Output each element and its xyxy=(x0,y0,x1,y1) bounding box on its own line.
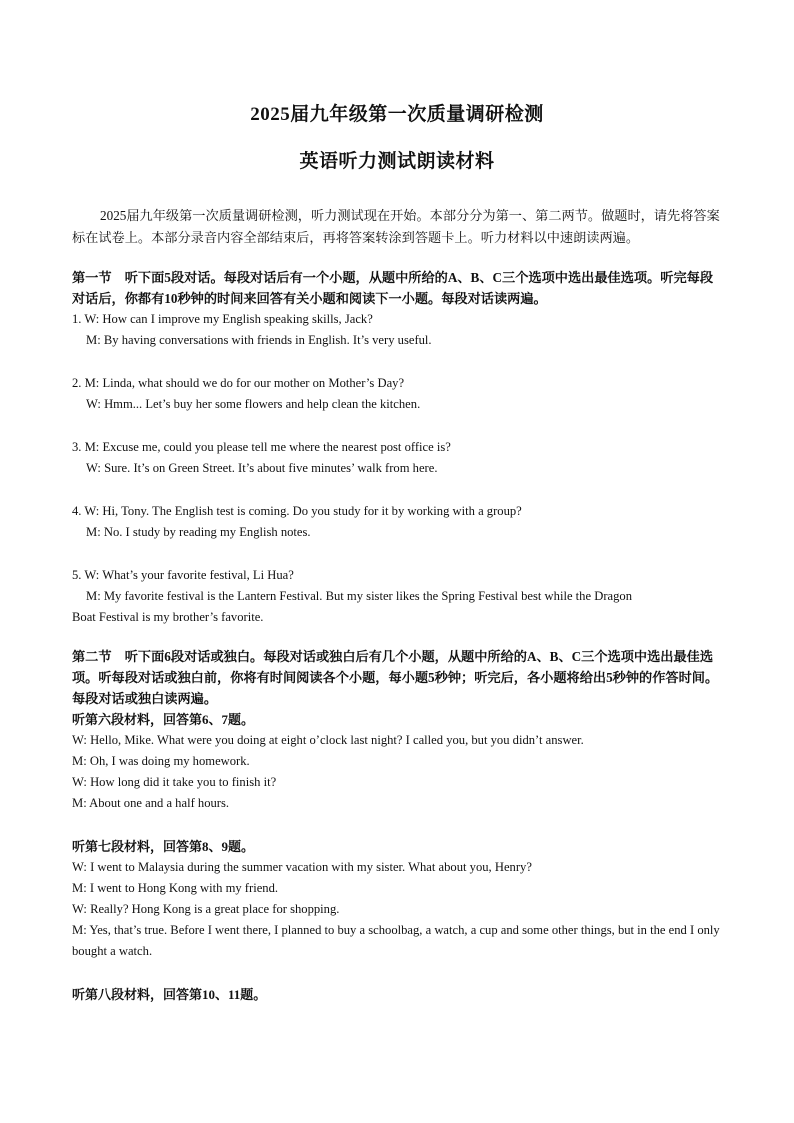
dialogue-5-line-2: M: My favorite festival is the Lantern Festival. But my sister likes the Spring Festival best while the Dragon xyxy=(86,589,632,603)
document-body xyxy=(72,205,724,1005)
dialogue-3-line-2: W: Sure. It’s on Green Street. It’s about five minutes’ walk from here. xyxy=(86,461,438,475)
part6-heading: 听第六段材料，回答第6、7题。 xyxy=(72,712,255,727)
dialogue-2-line-1: 2. M: Linda, what should we do for our mother on Mother’s Day? xyxy=(72,376,405,390)
dialogue-1-line-2: M: By having conversations with friends in English. It’s very useful. xyxy=(86,333,432,347)
dialogue-2-line-2: W: Hmm... Let’s buy her some flowers and help clean the kitchen. xyxy=(86,397,421,411)
intro-paragraph: 2025届九年级第一次质量调研检测，听力测试现在开始。本部分分为第一、第二两节。做题时，请先将答案标在试卷上。本部分录音内容全部结束后，再将答案转涂到答题卡上。听力材料以中速朗读两遍。 xyxy=(72,208,720,245)
part7-line-4: M: Yes, that’s true. Before I went there, I planned to buy a schoolbag, a watch, a cup and some other things, but in the end I only bought a watch. xyxy=(72,923,720,958)
dialogue-5-line-1: 5. W: What’s your favorite festival, Li Hua? xyxy=(72,568,294,582)
document-subtitle: 英语听力测试朗读材料 xyxy=(299,151,495,172)
dialogue-3-line-1: 3. M: Excuse me, could you please tell me where the nearest post office is? xyxy=(72,440,451,454)
dialogue-4-line-1: 4. W: Hi, Tony. The English test is coming. Do you study for it by working with a group? xyxy=(72,504,522,518)
part7-line-2: M: I went to Hong Kong with my friend. xyxy=(72,881,279,895)
part6-line-4: M: About one and a half hours. xyxy=(72,796,230,810)
part8-heading: 听第八段材料，回答第10、11题。 xyxy=(72,987,267,1002)
part7-line-3: W: Really? Hong Kong is a great place for shopping. xyxy=(72,902,340,916)
part7-line-1: W: I went to Malaysia during the summer vacation with my sister. What about you, Henry? xyxy=(72,860,532,874)
dialogue-4-line-2: M: No. I study by reading my English notes. xyxy=(86,525,311,539)
part6-line-3: W: How long did it take you to finish it? xyxy=(72,775,277,789)
dialogue-1-line-1: 1. W: How can I improve my English speaking skills, Jack? xyxy=(72,312,373,326)
part7-heading: 听第七段材料，回答第8、9题。 xyxy=(72,839,255,854)
section1-heading: 第一节 听下面5段对话。每段对话后有一个小题，从题中所给的A、B、C三个选项中选出最佳选项。听完每段对话后，你都有10秒钟的时间来回答有关小题和阅读下一小题。每段对话读两遍。 xyxy=(72,270,714,306)
document-title: 2025届九年级第一次质量调研检测 xyxy=(250,104,544,125)
part6-line-2: M: Oh, I was doing my homework. xyxy=(72,754,250,768)
section2-heading: 第二节 听下面6段对话或独白。每段对话或独白后有几个小题，从题中所给的A、B、C三个选项中选出最佳选项。听每段对话或独白前，你将有时间阅读各个小题，每小题5秒钟；听完后，各小题将给出5秒钟的作答时间。每段对话或独白读两遍。 xyxy=(72,649,719,706)
dialogue-5-line-3: Boat Festival is my brother’s favorite. xyxy=(72,610,264,624)
part6-line-1: W: Hello, Mike. What were you doing at eight o’clock last night? I called you, but you didn’t answer. xyxy=(72,733,584,747)
